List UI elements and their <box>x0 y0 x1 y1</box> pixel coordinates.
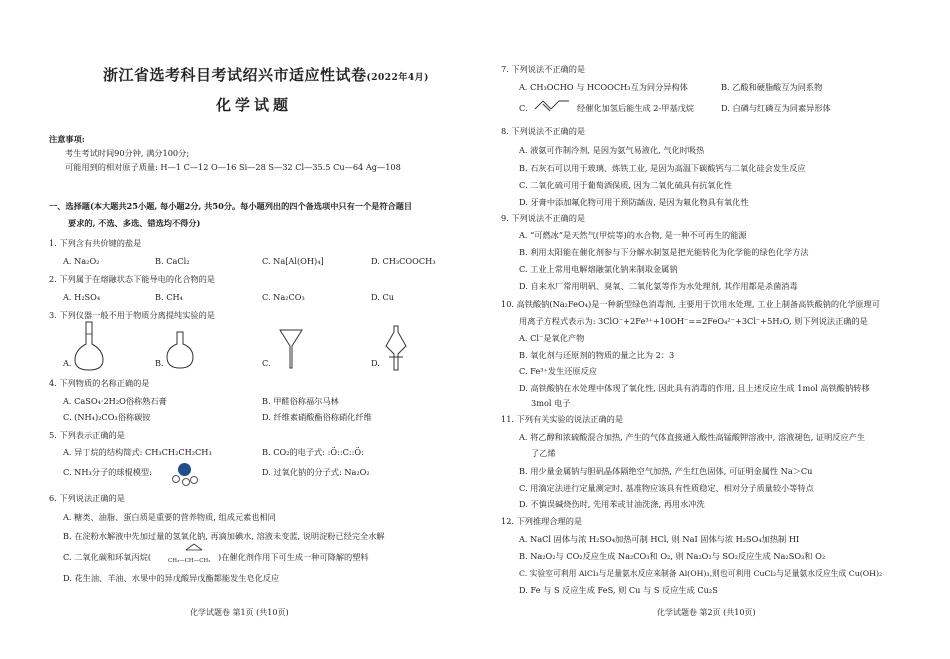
epoxypropane-formula: CH₃—CH—CH₂ <box>168 558 211 564</box>
option: D. 高铁酸钠在水处理中体现了氧化性, 因此具有消毒的作用, 且上述反应生成 1mol 高铁酸钠转移 <box>519 383 870 393</box>
option: B. CO₂的电子式: :Ö::C::Ö: <box>262 447 364 457</box>
option: A. 液氨可作制冷剂, 是因为氨气易液化, 气化时吸热 <box>519 145 705 155</box>
option: D. Cu <box>371 292 395 302</box>
option: A. <box>63 358 72 368</box>
question-11: 11. 下列有关实验的说法正确的是 <box>501 414 624 424</box>
option: C. Fe³⁺发生还原反应 <box>519 366 597 376</box>
section-heading: 一、选择题(本大题共25小题, 每小题2分, 共50分。每小题列出的四个备选项中只有一个是符合题目 <box>49 201 413 211</box>
option: C. 用滴定法进行定量测定时, 基准物应该具有性质稳定、相对分子质量较小等特点 <box>519 483 814 493</box>
option: D. 自来水厂常用明矾、臭氧、二氧化氯等作为水处理剂, 其作用都是杀菌消毒 <box>519 281 798 291</box>
option: B. 氧化剂与还原剂的物质的量之比为 2：3 <box>519 350 675 360</box>
question-10: 10. 高铁酸钠(Na₂FeO₄)是一种新型绿色消毒剂, 主要用于饮用水处理, 工业上制备高铁酸钠的化学原理可 <box>501 299 880 309</box>
option: A. Cl⁻是氧化产物 <box>519 333 585 343</box>
question-1: 1. 下列含有共价键的盐是 <box>49 238 142 248</box>
notice-line: 可能用到的相对原子质量: H—1 C—12 O—16 Si—28 S—32 Cl—35.5 Cu—64 Ag—108 <box>65 162 401 172</box>
alkene-skeletal-structure <box>533 93 573 115</box>
option: C. 工业上常用电解熔融氯化钠来制取金属钠 <box>519 264 678 274</box>
option: D. 过氧化钠的分子式: Na₂O₂ <box>262 467 370 477</box>
option: D. 纤维素硝酸酯俗称硝化纤维 <box>262 412 372 422</box>
section-heading: 要求的, 不选、多选、错选均不得分) <box>68 218 201 228</box>
round-flask-icon <box>165 330 195 370</box>
option: D. Fe 与 S 反应生成 FeS, 则 Cu 与 S 反应生成 Cu₂S <box>519 585 718 595</box>
option: B. 在淀粉水解液中先加过量的氢氧化钠, 再滴加碘水, 溶液未变蓝, 说明淀粉已经完全水解 <box>63 531 385 541</box>
question-2: 2. 下列属于在熔融状态下能导电的化合物的是 <box>49 274 215 284</box>
option-cont: 3mol 电子 <box>531 398 571 408</box>
option: D. 白磷与红磷互为同素异形体 <box>721 103 831 113</box>
option: A. CH₃OCHO 与 HCOOCH₃互为同分异构体 <box>519 82 688 92</box>
option: A. H₂SO₄ <box>63 292 101 302</box>
option: C. 二氧化硫可用于葡萄酒保质, 因为二氧化硫具有抗氧化性 <box>519 180 732 190</box>
question-8: 8. 下列说法不正确的是 <box>501 126 586 136</box>
option: B. 石灰石可以用于玻璃、炼铁工业, 是因为高温下碳酸钙与二氧化硅会发生反应 <box>519 163 806 173</box>
option: D. CH₃COOCH₃ <box>371 256 436 266</box>
option: D. 花生油、羊油、水果中的异戊酸异戊酯都能发生皂化反应 <box>63 573 280 583</box>
option: C. <box>519 103 528 113</box>
notice-heading: 注意事项: <box>49 134 85 144</box>
option: B. 用少量金属钠与胆矾晶体隔绝空气加热, 产生红色固体, 可证明金属性 Na＞Cu <box>519 466 813 476</box>
exam-title: 浙江省选考科目考试绍兴市适应性试卷(2022年4月) <box>103 66 429 84</box>
page-footer: 化学试题卷 第1页 (共10页) <box>190 608 289 617</box>
option: C. 二氧化碳和环氧丙烷( <box>63 552 152 562</box>
option: D. 牙膏中添加氟化物可用于预防龋齿, 是因为氟化物具有氧化性 <box>519 197 749 207</box>
option: B. <box>155 358 164 368</box>
option: C. 实验室可利用 AlCl₃与足量氨水反应来制备 Al(OH)₃,则也可利用 CuCl₂与足量氨水反应生成 Cu(OH)₂ <box>519 569 883 578</box>
right-page <box>475 0 950 659</box>
question-3: 3. 下列仪器一般不用于物质分离提纯实验的是 <box>49 310 215 320</box>
option: C. NH₃分子的球棍模型: <box>63 467 152 477</box>
funnel-icon <box>279 328 303 370</box>
option: C. Na₂CO₃ <box>262 292 305 302</box>
option: 经催化加氢后能生成 2-甲基戊烷 <box>577 103 695 113</box>
notice-line: 考生考试时间90分钟, 满分100分; <box>65 148 190 158</box>
option: A. Na₂O₂ <box>63 256 100 266</box>
option: C. <box>262 358 271 368</box>
question-10-cont: 用离子方程式表示为: 3ClO⁻+2Fe³⁺+10OH⁻==2FeO₄²⁻+3Cl⁻+5H₂O, 则下列说法正确的是 <box>519 316 868 326</box>
option: B. 甲醛俗称福尔马林 <box>262 396 339 406</box>
option: A. CaSO₄·2H₂O俗称熟石膏 <box>63 396 167 406</box>
option: C. Na[Al(OH)₄] <box>262 256 324 266</box>
option: B. Na₂O₂与 CO₂反应生成 Na₂CO₃和 O₂, 则 Na₂O₂与 SO₂反应生成 Na₂SO₃和 O₂ <box>519 551 826 561</box>
volumetric-flask-icon <box>72 320 106 372</box>
question-12: 12. 下列推理合理的是 <box>501 516 583 526</box>
exam-subtitle: 化学试题 <box>216 96 293 114</box>
option: A. NaCl 固体与浓 H₂SO₄加热可制 HCl, 则 NaI 固体与浓 H₂SO₄加热制 HI <box>519 534 800 544</box>
option-cont: 了乙烯 <box>531 448 556 458</box>
question-4: 4. 下列物质的名称正确的是 <box>49 378 150 388</box>
separatory-funnel-icon <box>384 324 408 372</box>
option: D. <box>371 358 380 368</box>
question-9: 9. 下列说法不正确的是 <box>501 213 586 223</box>
option: D. 不慎误碱烧伤时, 先用苯或甘油洗涤, 再用水冲洗 <box>519 499 705 509</box>
page-footer: 化学试题卷 第2页 (共10页) <box>657 608 756 617</box>
option: A. “可燃冰”是天然气(甲烷等)的水合物, 是一种不可再生的能源 <box>519 230 747 240</box>
question-6: 6. 下列说法正确的是 <box>49 493 125 503</box>
option: A. 异丁烷的结构简式: CH₃CH₂CH₂CH₃ <box>63 447 212 457</box>
option: B. 利用太阳能在催化剂参与下分解水制氢是把光能转化为化学能的绿色化学方法 <box>519 247 809 257</box>
option: B. 乙酸和硬脂酸互为同系物 <box>721 82 823 92</box>
option: )在催化剂作用下可生成一种可降解的塑料 <box>218 552 369 562</box>
question-5: 5. 下列表示正确的是 <box>49 430 125 440</box>
question-7: 7. 下列说法不正确的是 <box>501 64 586 74</box>
option: C. (NH₄)₂CO₃俗称碳铵 <box>63 412 151 422</box>
option: B. CaCl₂ <box>155 256 190 266</box>
option: A. 将乙醇和浓硫酸混合加热, 产生的气体直接通入酸性高锰酸钾溶液中, 溶液褪色, 证明反应产生 <box>519 432 866 442</box>
option: B. CH₄ <box>155 292 183 302</box>
exam-date: (2022年4月) <box>366 73 429 83</box>
ammonia-ball-stick-model <box>170 461 200 485</box>
option: A. 糖类、油脂、蛋白质是重要的营养物质, 组成元素也相同 <box>63 512 276 522</box>
